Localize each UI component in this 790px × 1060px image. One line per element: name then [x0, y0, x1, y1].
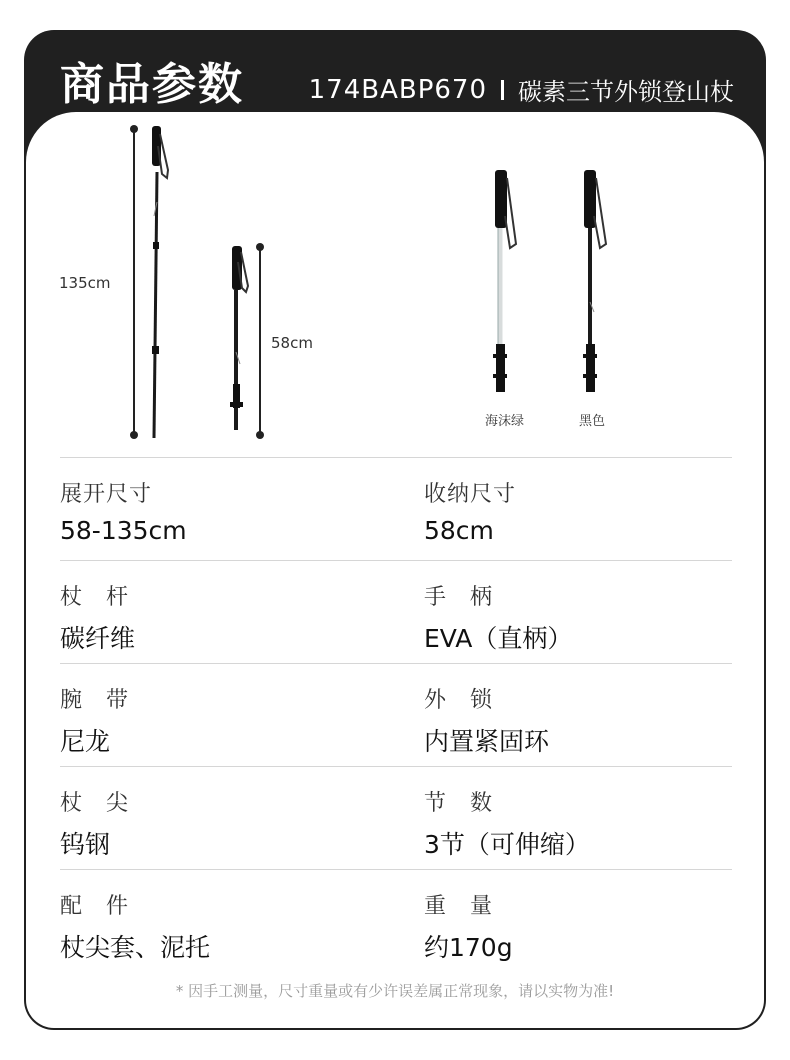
product-spec-card — [24, 30, 766, 1030]
spec-label: 腕 带 — [60, 688, 130, 713]
product-subtitle — [309, 72, 734, 107]
spec-value: 尼龙 — [60, 727, 111, 756]
spec-value: 3节（可伸缩） — [424, 830, 590, 859]
black-pole-image — [583, 170, 606, 392]
pole-drawing — [26, 112, 764, 472]
spec-value: 58-135cm — [60, 516, 187, 545]
product-name: 碳素三节外锁登山杖 — [518, 78, 734, 106]
collapsed-length-label: 58cm — [271, 334, 313, 352]
spec-label: 外 锁 — [424, 688, 494, 713]
spec-label: 重 量 — [424, 894, 494, 919]
color-label-green: 海沫绿 — [485, 414, 525, 429]
spec-row — [60, 457, 732, 560]
collapsed-dimension-line — [256, 243, 264, 439]
spec-value: 杖尖套、泥托 — [60, 933, 211, 962]
spec-value: 钨钢 — [60, 830, 111, 859]
spec-row — [60, 766, 732, 869]
spec-label: 展开尺寸 — [60, 482, 153, 507]
spec-label: 手 柄 — [424, 585, 494, 610]
spec-label: 收纳尺寸 — [424, 482, 517, 507]
extended-length-label: 135cm — [59, 274, 111, 292]
collapsed-pole-image — [230, 246, 248, 430]
subtitle-separator — [501, 80, 504, 100]
spec-label: 配 件 — [60, 894, 130, 919]
card-body — [26, 112, 764, 1028]
pole-illustration — [26, 112, 764, 472]
spec-value: 58cm — [424, 516, 494, 545]
spec-value: 内置紧固环 — [424, 727, 550, 756]
spec-label: 杖 杆 — [60, 585, 130, 610]
spec-value: EVA（直柄） — [424, 624, 573, 653]
extended-dimension-line — [130, 125, 138, 439]
spec-label: 杖 尖 — [60, 791, 130, 816]
spec-table — [60, 457, 732, 972]
extended-pole-image — [152, 126, 168, 438]
page-title: 商品参数 — [60, 59, 244, 110]
color-label-black: 黑色 — [579, 414, 606, 429]
measurement-disclaimer: * 因手工测量，尺寸重量或有少许误差属正常现象，请以实物为准! — [175, 982, 615, 1000]
spec-row — [60, 663, 732, 766]
spec-row — [60, 869, 732, 972]
spec-row — [60, 560, 732, 663]
green-pole-image — [493, 170, 516, 392]
spec-value: 约170g — [424, 933, 513, 962]
spec-value: 碳纤维 — [60, 624, 136, 653]
model-number: 174BABP670 — [308, 74, 487, 105]
spec-label: 节 数 — [424, 791, 494, 816]
